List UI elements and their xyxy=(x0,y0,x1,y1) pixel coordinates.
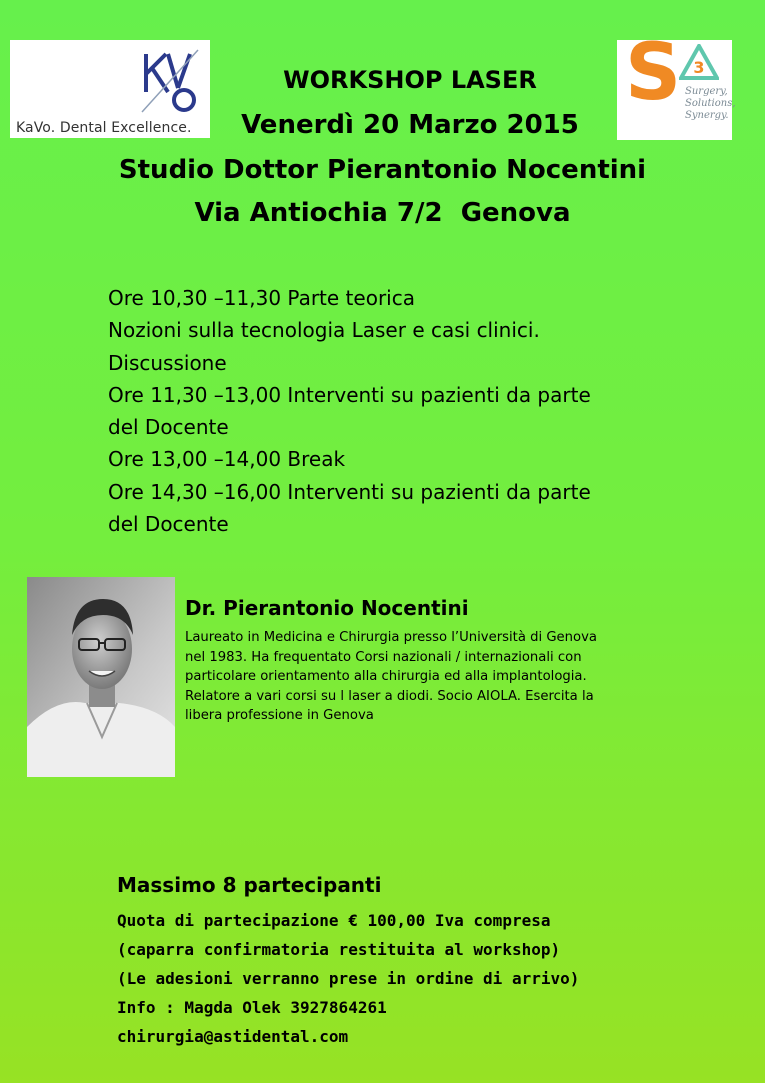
program-line: Ore 11,30 –13,00 Interventi su pazienti da parte xyxy=(108,382,591,407)
s3-tagline-line: Surgery, xyxy=(685,86,728,97)
s3-letter: S xyxy=(625,28,682,118)
program-line: Ore 13,00 –14,00 Break xyxy=(108,447,346,472)
program-line: del Docente xyxy=(108,512,229,537)
doctor-photo xyxy=(27,577,175,777)
bio-line: libera professione in Genova xyxy=(185,708,374,724)
program-line: Discussione xyxy=(108,350,227,375)
svg-text:3: 3 xyxy=(693,58,705,77)
studio-name: Studio Dottor Pierantonio Nocentini xyxy=(118,155,647,185)
max-participants: Massimo 8 partecipanti xyxy=(117,873,382,897)
program-schedule xyxy=(108,282,591,540)
program-line: Ore 14,30 –16,00 Interventi su pazienti da parte xyxy=(108,479,591,504)
fee-line: Quota di partecipazione € 100,00 Iva compresa xyxy=(117,911,551,930)
bio-line: particolare orientamento alla chirurgia ed alla implantologia. xyxy=(185,669,587,685)
doctor-bio xyxy=(185,628,597,726)
program-line: Ore 10,30 –11,30 Parte teorica xyxy=(108,286,415,310)
kavo-tagline: KaVo. Dental Excellence. xyxy=(16,120,192,136)
program-line: del Docente xyxy=(108,415,229,440)
bio-line: Laureato in Medicina e Chirurgia presso l’Università di Genova xyxy=(185,630,597,645)
s3-tagline-line: Synergy. xyxy=(685,110,729,121)
doctor-name: Dr. Pierantonio Nocentini xyxy=(185,596,469,620)
contact-line: Info : Magda Olek 3927864261 xyxy=(117,998,387,1017)
doctor-portrait-icon xyxy=(27,577,175,777)
s3-tagline-line: Solutions, xyxy=(685,98,736,109)
bio-line: nel 1983. Ha frequentato Corsi nazionali / internazionali con xyxy=(185,649,582,665)
studio-address: Via Antiochia 7/2 Genova xyxy=(194,198,571,228)
deposit-line: (caparra confirmatoria restituita al workshop) xyxy=(117,940,561,959)
order-line: (Le adesioni verranno prese in ordine di arrivo) xyxy=(117,969,580,988)
email-link[interactable]: chirurgia@astidental.com xyxy=(117,1027,349,1046)
bio-line: Relatore a vari corsi su l laser a diodi. Socio AIOLA. Esercita la xyxy=(185,688,594,704)
program-line: Nozioni sulla tecnologia Laser e casi clinici. xyxy=(108,318,540,343)
event-date: Venerdì 20 Marzo 2015 xyxy=(241,110,579,140)
workshop-title: WORKSHOP LASER xyxy=(283,66,537,94)
registration-info xyxy=(117,906,579,1051)
